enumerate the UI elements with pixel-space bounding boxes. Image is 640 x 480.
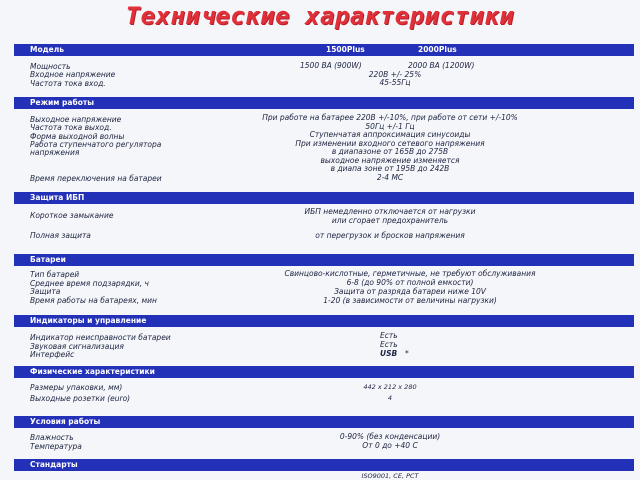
spec-label: Входное напряжение <box>30 70 116 80</box>
section-title: Условия работы <box>30 417 101 426</box>
spec-label: Среднее время подзарядки, ч <box>30 278 149 288</box>
section-title: Режим работы <box>30 98 94 107</box>
spec-label: Форма выходной волны <box>30 131 125 141</box>
spec-label: Полная защита <box>30 231 91 240</box>
spec-value: выходное напряжение изменяется <box>320 155 460 165</box>
spec-label: Выходные розетки (euro) <box>30 394 131 403</box>
spec-value: 1500 ВА (900W) <box>300 61 362 70</box>
spec-value: 4 <box>387 394 393 402</box>
section-header-protection <box>14 192 634 204</box>
spec-label: Время переключения на батареи <box>30 174 162 183</box>
spec-label: Работа ступенчатого регулятора <box>30 139 162 149</box>
section-title: Индикаторы и управление <box>30 316 147 325</box>
spec-label: Частота тока вход. <box>30 78 106 88</box>
column-header-1500plus: 1500Plus <box>326 45 365 54</box>
spec-label: Защита <box>30 287 61 296</box>
section-header-model <box>14 44 634 56</box>
spec-label: Тип батарей <box>30 270 80 279</box>
spec-value: USB <box>380 349 398 358</box>
spec-value: 2-4 МС <box>376 172 404 182</box>
spec-value: При изменении входного сетевого напряжения <box>295 138 485 148</box>
spec-label: Интерфейс <box>30 350 75 359</box>
section-header-batteries <box>14 254 634 266</box>
spec-footnote-mark: * <box>405 349 409 358</box>
page-title: Технические характеристики <box>125 2 515 30</box>
spec-value: или сгорает предохранитель <box>331 216 449 225</box>
spec-value: в диапа зоне от 195В до 242В <box>330 164 450 173</box>
section-title: Защита ИБП <box>30 193 85 202</box>
spec-label: Частота тока выход. <box>30 123 112 133</box>
spec-value: 50Гц +/-1 Гц <box>365 121 415 131</box>
spec-value: Свинцово-кислотные, герметичные, не требуют обслуживания <box>284 269 536 278</box>
spec-label: Влажность <box>30 433 74 442</box>
spec-value: От 0 до +40 С <box>362 441 418 450</box>
section-header-physical <box>14 366 634 378</box>
spec-label: Мощность <box>30 62 71 71</box>
section-title: Физические характеристики <box>30 367 155 376</box>
spec-label: Выходное напряжение <box>30 115 122 124</box>
spec-label: напряжения <box>30 148 80 158</box>
spec-label: Размеры упаковки, мм) <box>30 383 123 392</box>
spec-value: 1-20 (в зависимости от величины нагрузки) <box>323 296 497 305</box>
spec-label: Короткое замыкание <box>30 211 114 220</box>
spec-label: Звуковая сигнализация <box>30 341 124 351</box>
section-title: Батареи <box>30 255 66 264</box>
spec-value: 6-8 (до 90% от полной емкости) <box>346 278 474 287</box>
spec-value: ISO9001, CE, PCT <box>361 472 419 480</box>
spec-value: Защита от разряда батареи ниже 10V <box>334 287 486 296</box>
section-header-conditions <box>14 416 634 428</box>
spec-value: Есть <box>380 340 398 349</box>
spec-value: от перегрузок и бросков напряжения <box>315 231 465 240</box>
spec-value: 220В +/- 25% <box>368 69 422 79</box>
spec-value: 0-90% (без конденсации) <box>339 432 441 441</box>
spec-label: Температура <box>30 442 82 451</box>
spec-value: 2000 ВА (1200W) <box>408 61 475 70</box>
spec-value: Есть <box>380 331 398 340</box>
section-header-indicators <box>14 315 634 327</box>
section-title: Стандарты <box>30 460 78 469</box>
spec-label: Время работы на батареях, мин <box>30 295 157 305</box>
spec-label: Индикатор неисправности батареи <box>30 333 171 342</box>
section-header-standards <box>14 459 634 471</box>
section-title: Модель <box>30 45 64 54</box>
spec-value: ИБП немедленно отключается от нагрузки <box>304 207 476 216</box>
spec-value: в диапазоне от 165В до 275В <box>331 147 449 156</box>
section-header-mode <box>14 97 634 109</box>
spec-value: 45-55Гц <box>379 78 411 87</box>
column-header-2000plus: 2000Plus <box>418 45 457 54</box>
spec-value: 442 x 212 x 280 <box>363 383 417 391</box>
spec-value: При работе на батарее 220В +/-10%, при работе от сети +/-10% <box>262 113 518 122</box>
spec-value: Ступенчатая аппроксимация синусоиды <box>309 130 471 139</box>
